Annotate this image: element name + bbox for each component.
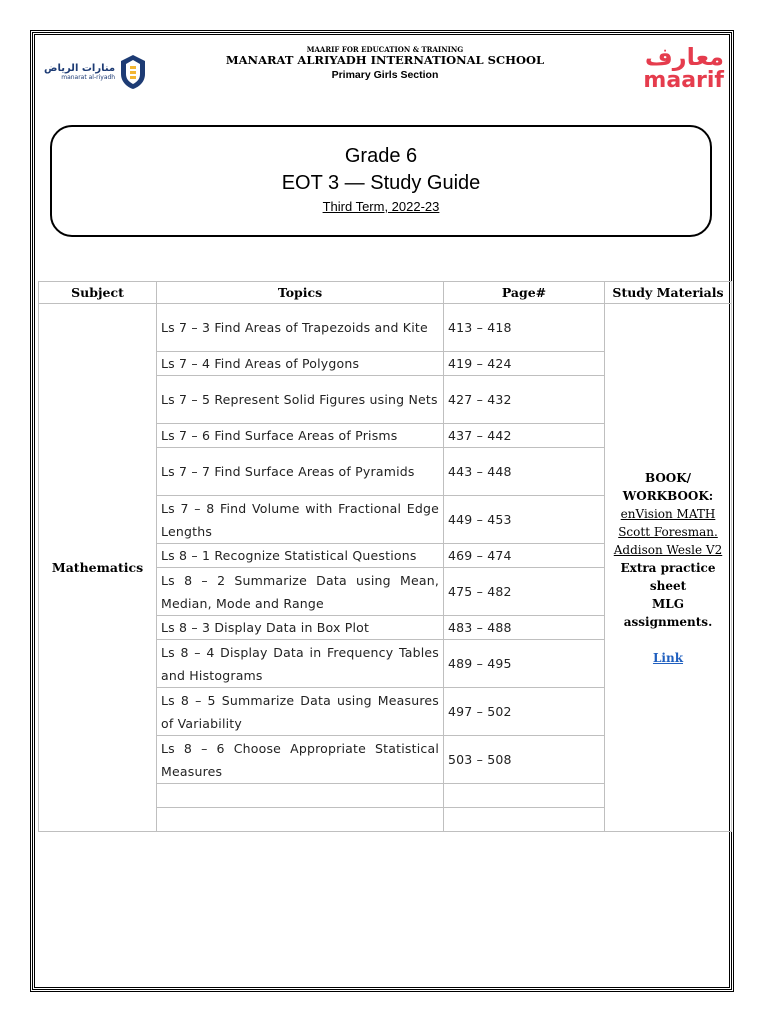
grade-title: Grade 6 bbox=[344, 145, 418, 167]
topic-cell: Ls 8 – 4 Display Data in Frequency Tables and Histograms bbox=[157, 640, 444, 688]
page-cell: 469 – 474 bbox=[444, 544, 605, 568]
topic-cell: Ls 7 – 7 Find Surface Areas of Pyramids bbox=[157, 448, 444, 496]
header-subject: Subject bbox=[39, 282, 157, 304]
mlg-assignments: MLG assignments. bbox=[623, 596, 713, 629]
header-page: Page# bbox=[444, 282, 605, 304]
exam-title: EOT 3 — Study Guide bbox=[281, 172, 481, 194]
manarat-logo-text bbox=[44, 63, 115, 82]
header-topics: Topics bbox=[157, 282, 444, 304]
topic-cell-empty bbox=[157, 784, 444, 808]
study-guide-table bbox=[38, 281, 732, 832]
topic-cell: Ls 7 – 5 Represent Solid Figures using Nets bbox=[157, 376, 444, 424]
page-cell: 483 – 488 bbox=[444, 616, 605, 640]
manarat-logo-latin: manarat al-riyadh bbox=[61, 73, 116, 81]
manarat-logo bbox=[44, 50, 154, 94]
materials-link[interactable]: Link bbox=[652, 650, 684, 665]
topic-cell: Ls 7 – 6 Find Surface Areas of Prisms bbox=[157, 424, 444, 448]
topic-cell: Ls 8 – 6 Choose Appropriate Statistical Measures bbox=[157, 736, 444, 784]
page-cell: 475 – 482 bbox=[444, 568, 605, 616]
term-title: Third Term, 2022-23 bbox=[322, 199, 440, 214]
materials-cell bbox=[605, 304, 732, 832]
topic-cell: Ls 7 – 8 Find Volume with Fractional Edge Lengths bbox=[157, 496, 444, 544]
topic-cell: Ls 8 – 3 Display Data in Box Plot bbox=[157, 616, 444, 640]
topic-cell: Ls 8 – 5 Summarize Data using Measures of Variability bbox=[157, 688, 444, 736]
page-cell: 489 – 495 bbox=[444, 640, 605, 688]
extra-practice: Extra practice sheet bbox=[620, 560, 716, 593]
title-box bbox=[50, 125, 712, 237]
book-label: BOOK/ WORKBOOK: bbox=[622, 470, 714, 503]
topic-cell-empty bbox=[157, 808, 444, 832]
org-name: MAARIF FOR EDUCATION & TRAINING bbox=[306, 45, 464, 54]
section-name: Primary Girls Section bbox=[331, 69, 439, 81]
page-cell: 443 – 448 bbox=[444, 448, 605, 496]
page-cell: 449 – 453 bbox=[444, 496, 605, 544]
book-title: enVision MATH Scott Foresman. Addison Wesle V2 bbox=[613, 506, 723, 557]
page-cell-empty bbox=[444, 784, 605, 808]
school-name: MANARAT ALRIYADH INTERNATIONAL SCHOOL bbox=[225, 53, 545, 67]
page-cell-empty bbox=[444, 808, 605, 832]
header-materials: Study Materials bbox=[605, 282, 732, 304]
page-cell: 413 – 418 bbox=[444, 304, 605, 352]
school-header bbox=[160, 45, 610, 83]
maarif-logo-arabic: معارف bbox=[644, 43, 724, 71]
maarif-logo-latin: maarif bbox=[643, 68, 724, 93]
manarat-logo-arabic: منارات الرياض bbox=[44, 62, 116, 74]
table-row bbox=[39, 304, 732, 352]
topic-cell: Ls 7 – 4 Find Areas of Polygons bbox=[157, 352, 444, 376]
page-cell: 419 – 424 bbox=[444, 352, 605, 376]
page-cell: 437 – 442 bbox=[444, 424, 605, 448]
manarat-emblem-icon bbox=[119, 54, 147, 90]
page-cell: 497 – 502 bbox=[444, 688, 605, 736]
subject-cell: Mathematics bbox=[39, 304, 157, 832]
topic-cell: Ls 8 – 2 Summarize Data using Mean, Median, Mode and Range bbox=[157, 568, 444, 616]
topic-cell: Ls 8 – 1 Recognize Statistical Questions bbox=[157, 544, 444, 568]
maarif-logo bbox=[612, 44, 724, 104]
topic-cell: Ls 7 – 3 Find Areas of Trapezoids and Kite bbox=[157, 304, 444, 352]
page-cell: 427 – 432 bbox=[444, 376, 605, 424]
page-cell: 503 – 508 bbox=[444, 736, 605, 784]
table-header-row bbox=[39, 282, 732, 304]
